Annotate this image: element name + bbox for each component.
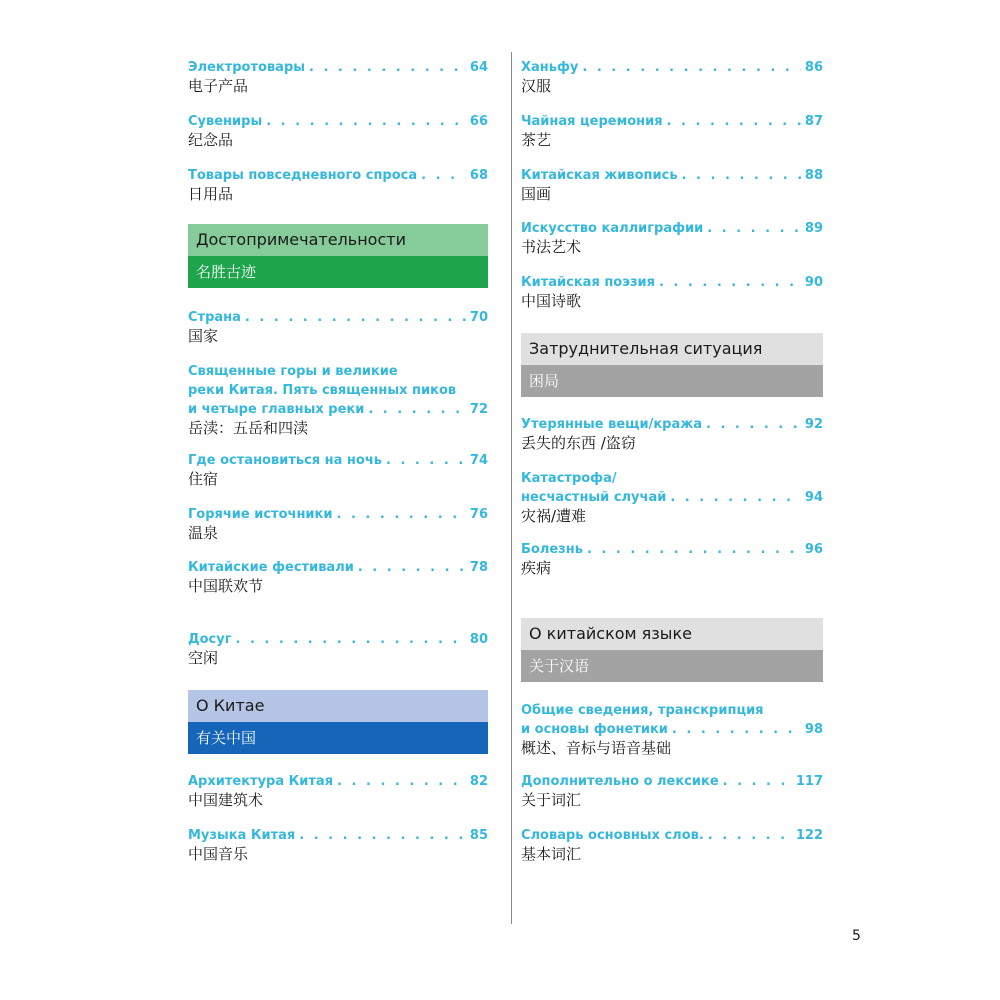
dot-leader [659,273,801,292]
dot-leader [582,58,801,77]
toc-entry[interactable] [188,112,488,150]
dot-leader [245,308,466,327]
toc-entry-page: 82 [469,774,488,789]
toc-entry[interactable] [521,112,823,150]
toc-entry[interactable] [521,219,823,257]
section-subtitle-chinese: 困局 [521,365,823,397]
toc-entry-title-line: Катастрофа/ [521,471,617,486]
toc-entry-title: Страна [188,310,241,325]
toc-entry-chinese: 住宿 [188,470,219,488]
dot-leader [682,166,801,185]
toc-entry-chinese: 电子产品 [188,77,249,95]
toc-entry-page: 68 [469,168,488,183]
toc-entry-chinese: 概述、音标与语音基础 [521,739,672,757]
toc-entry-page: 96 [804,542,823,557]
toc-entry-page: 80 [469,632,488,647]
toc-entry-page: 76 [469,507,488,522]
section-subtitle-chinese: 有关中国 [188,722,488,754]
toc-entry-chinese: 关于词汇 [521,791,582,809]
toc-entry-chinese: 空闲 [188,649,219,667]
section-header-about-china [188,690,488,754]
toc-entry-chinese: 国家 [188,327,219,345]
section-header-sights [188,224,488,288]
dot-leader [299,826,466,845]
toc-entry-page: 88 [804,168,823,183]
section-header-trouble [521,333,823,397]
toc-entry-page: 85 [469,828,488,843]
toc-entry-chinese: 纪念品 [188,131,234,149]
toc-entry-title: Чайная церемония [521,114,663,129]
toc-entry-page: 78 [469,560,488,575]
toc-entry[interactable] [188,505,488,543]
toc-entry-title: Архитектура Китая [188,774,334,789]
toc-entry-chinese: 国画 [521,185,552,203]
toc-entry-title: Искусство каллиграфии [521,221,704,236]
dot-leader [708,826,792,845]
toc-entry[interactable] [521,772,823,810]
toc-entry-title: Китайская живопись [521,168,678,183]
section-subtitle-chinese: 名胜古迹 [188,256,488,288]
toc-entry-title: Горячие источники [188,507,333,522]
toc-entry-chinese: 岳渎：五岳和四渎 [188,419,309,437]
toc-entry-page: 70 [469,310,488,325]
toc-entry[interactable] [521,273,823,311]
toc-entry-title: Товары повседневного спроса [188,168,418,183]
toc-entry-title: Китайские фестивали [188,560,354,575]
toc-entry-page: 72 [469,402,488,417]
dot-leader [309,58,466,77]
dot-leader [266,112,466,131]
toc-entry-page: 87 [804,114,823,129]
toc-entry-title: Дополнительно о лексике [521,774,719,789]
toc-entry-page: 94 [804,490,823,505]
toc-entry-page: 74 [469,453,488,468]
toc-entry[interactable] [521,826,823,864]
toc-entry-chinese: 汉服 [521,77,552,95]
section-title: Достопримечательности [188,224,488,256]
toc-entry-page: 92 [804,417,823,432]
toc-entry-page: 64 [469,60,488,75]
dot-leader [337,772,466,791]
toc-entry-title-line: Общие сведения, транскрипция [521,703,764,718]
toc-entry-title: Сувениры [188,114,263,129]
toc-entry-chinese: 基本词汇 [521,845,582,863]
toc-entry-page: 90 [804,275,823,290]
toc-entry[interactable] [188,558,488,596]
toc-entry-chinese: 疾病 [521,559,552,577]
dot-leader [421,166,466,185]
toc-entry-title: Болезнь [521,542,583,557]
toc-entry-chinese: 灾祸/遭难 [521,507,587,525]
dot-leader [707,219,801,238]
toc-entry[interactable] [188,362,488,438]
toc-entry-chinese: 温泉 [188,524,219,542]
toc-entry-chinese: 中国诗歌 [521,292,582,310]
toc-entry-chinese: 日用品 [188,185,234,203]
toc-entry[interactable] [521,701,823,758]
toc-entry-title: Где остановиться на ночь [188,453,382,468]
toc-entry-title: несчастный случай [521,490,667,505]
dot-leader [706,415,801,434]
toc-entry[interactable] [188,58,488,96]
column-divider [511,52,512,924]
section-subtitle-chinese: 关于汉语 [521,650,823,682]
toc-entry-title: Словарь основных слов. [521,828,704,843]
toc-entry-title-line: реки Китая. Пять священных пиков [188,383,457,398]
toc-entry-title: Электротовары [188,60,305,75]
dot-leader [723,772,792,791]
toc-entry-title: Китайская поэзия [521,275,655,290]
page-number: 5 [852,928,861,944]
dot-leader [358,558,466,577]
toc-entry[interactable] [521,415,823,453]
toc-entry-chinese: 中国音乐 [188,845,249,863]
section-title: Затруднительная ситуация [521,333,823,365]
toc-entry[interactable] [188,451,488,489]
toc-entry-title-line: Священные горы и великие [188,364,398,379]
toc-entry-page: 122 [795,828,823,843]
toc-entry-page: 98 [804,722,823,737]
dot-leader [670,488,801,507]
toc-entry-page: 117 [795,774,823,789]
toc-entry[interactable] [521,540,823,578]
toc-entry-chinese: 丢失的东西 /盗窃 [521,434,636,452]
toc-entry-page: 66 [469,114,488,129]
section-title: О китайском языке [521,618,823,650]
toc-entry-title: Утерянные вещи/кража [521,417,702,432]
toc-entry[interactable] [188,826,488,864]
dot-leader [587,540,801,559]
dot-leader [672,720,801,739]
toc-entry-chinese: 茶艺 [521,131,552,149]
toc-entry-chinese: 中国建筑术 [188,791,264,809]
toc-entry[interactable] [521,166,823,204]
toc-entry-title: Досуг [188,632,232,647]
toc-entry-page: 86 [804,60,823,75]
toc-entry[interactable] [188,166,488,204]
dot-leader [667,112,801,131]
toc-entry-title: и четыре главных реки [188,402,365,417]
section-header-chinese-language [521,618,823,682]
toc-entry-chinese: 书法艺术 [521,238,582,256]
toc-entry[interactable] [188,308,488,346]
dot-leader [336,505,465,524]
toc-entry-title: и основы фонетики [521,722,668,737]
toc-entry[interactable] [188,630,488,668]
toc-entry[interactable] [188,772,488,810]
toc-entry-chinese: 中国联欢节 [188,577,264,595]
dot-leader [235,630,465,649]
dot-leader [386,451,466,470]
toc-entry[interactable] [521,469,823,526]
toc-entry-title: Музыка Китая [188,828,296,843]
toc-entry[interactable] [521,58,823,96]
section-title: О Китае [188,690,488,722]
dot-leader [368,400,466,419]
toc-entry-page: 89 [804,221,823,236]
toc-entry-title: Ханьфу [521,60,579,75]
